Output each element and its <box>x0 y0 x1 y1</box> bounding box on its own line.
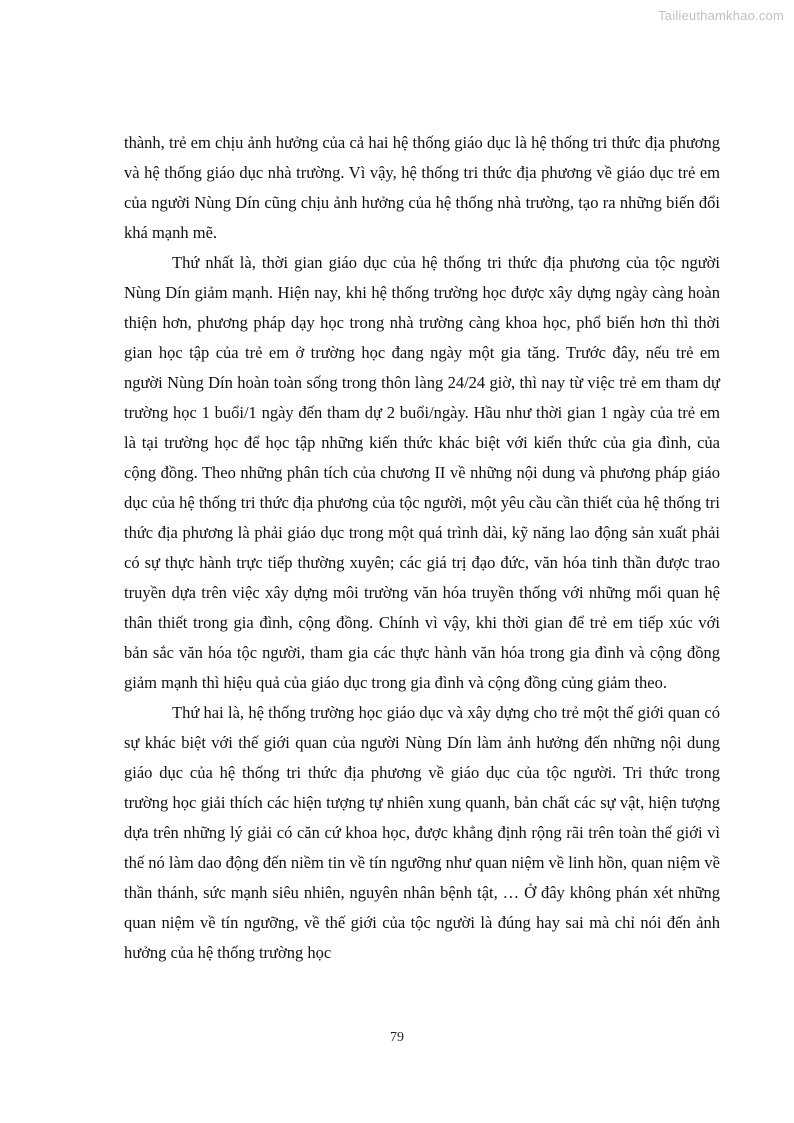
page-body-text <box>124 128 720 968</box>
paragraph: Thứ nhất là, thời gian giáo dục của hệ thống tri thức địa phương của tộc người Nùng Dín giảm mạnh. Hiện nay, khi hệ thống trường học được xây dựng ngày càng hoàn thiện hơn, phương pháp dạy học trong nhà trường càng khoa học, phổ biến hơn thì thời gian học tập của trẻ em ở trường học đang ngày một gia tăng. Trước đây, nếu trẻ em người Nùng Dín hoàn toàn sống trong thôn làng 24/24 giờ, thì nay từ việc trẻ em tham dự trường học 1 buổi/1 ngày đến tham dự 2 buổi/ngày. Hầu như thời gian 1 ngày của trẻ em là tại trường học để học tập những kiến thức khác biệt với kiến thức của gia đình, của cộng đồng. Theo những phân tích của chương II về những nội dung và phương pháp giáo dục của hệ thống tri thức địa phương của tộc người, một yêu cầu cần thiết của hệ thống tri thức địa phương là phải giáo dục trong một quá trình dài, kỹ năng lao động sản xuất phải có sự thực hành trực tiếp thường xuyên; các giá trị đạo đức, văn hóa tinh thần được trao truyền dựa trên việc xây dựng môi trường văn hóa truyền thống với những mối quan hệ thân thiết trong gia đình, cộng đồng. Chính vì vậy, khi thời gian để trẻ em tiếp xúc với bản sắc văn hóa tộc người, tham gia các thực hành văn hóa trong gia đình và cộng đồng giảm mạnh thì hiệu quả của giáo dục trong gia đình và cộng đồng củng giảm theo. <box>124 253 720 692</box>
page-number: 79 <box>390 1030 404 1045</box>
paragraph: thành, trẻ em chịu ảnh hưởng của cả hai hệ thống giáo dục là hệ thống tri thức địa phương và hệ thống giáo dục nhà trường. Vì vậy, hệ thống tri thức địa phương về giáo dục trẻ em của người Nùng Dín cũng chịu ảnh hưởng của hệ thống nhà trường, tạo ra những biến đổi khá mạnh mẽ. <box>124 133 720 242</box>
paragraph: Thứ hai là, hệ thống trường học giáo dục và xây dựng cho trẻ một thế giới quan có sự khác biệt với thế giới quan của người Nùng Dín làm ảnh hưởng đến những nội dung giáo dục của hệ thống tri thức địa phương về giáo dục của tộc người. Tri thức trong trường học giải thích các hiện tượng tự nhiên xung quanh, bản chất các sự vật, hiện tượng dựa trên những lý giải có căn cứ khoa học, được khẳng định rộng rãi trên toàn thế giới vì thế nó làm dao động đến niềm tin về tín ngưỡng như quan niệm về linh hồn, quan niệm về thần thánh, sức mạnh siêu nhiên, nguyên nhân bệnh tật, … Ở đây không phán xét những quan niệm về tín ngưỡng, về thế giới của tộc người là đúng hay sai mà chỉ nói đến ảnh hưởng của hệ thống trường học <box>124 703 720 962</box>
watermark: Tailieuthamkhao.com <box>658 8 784 23</box>
